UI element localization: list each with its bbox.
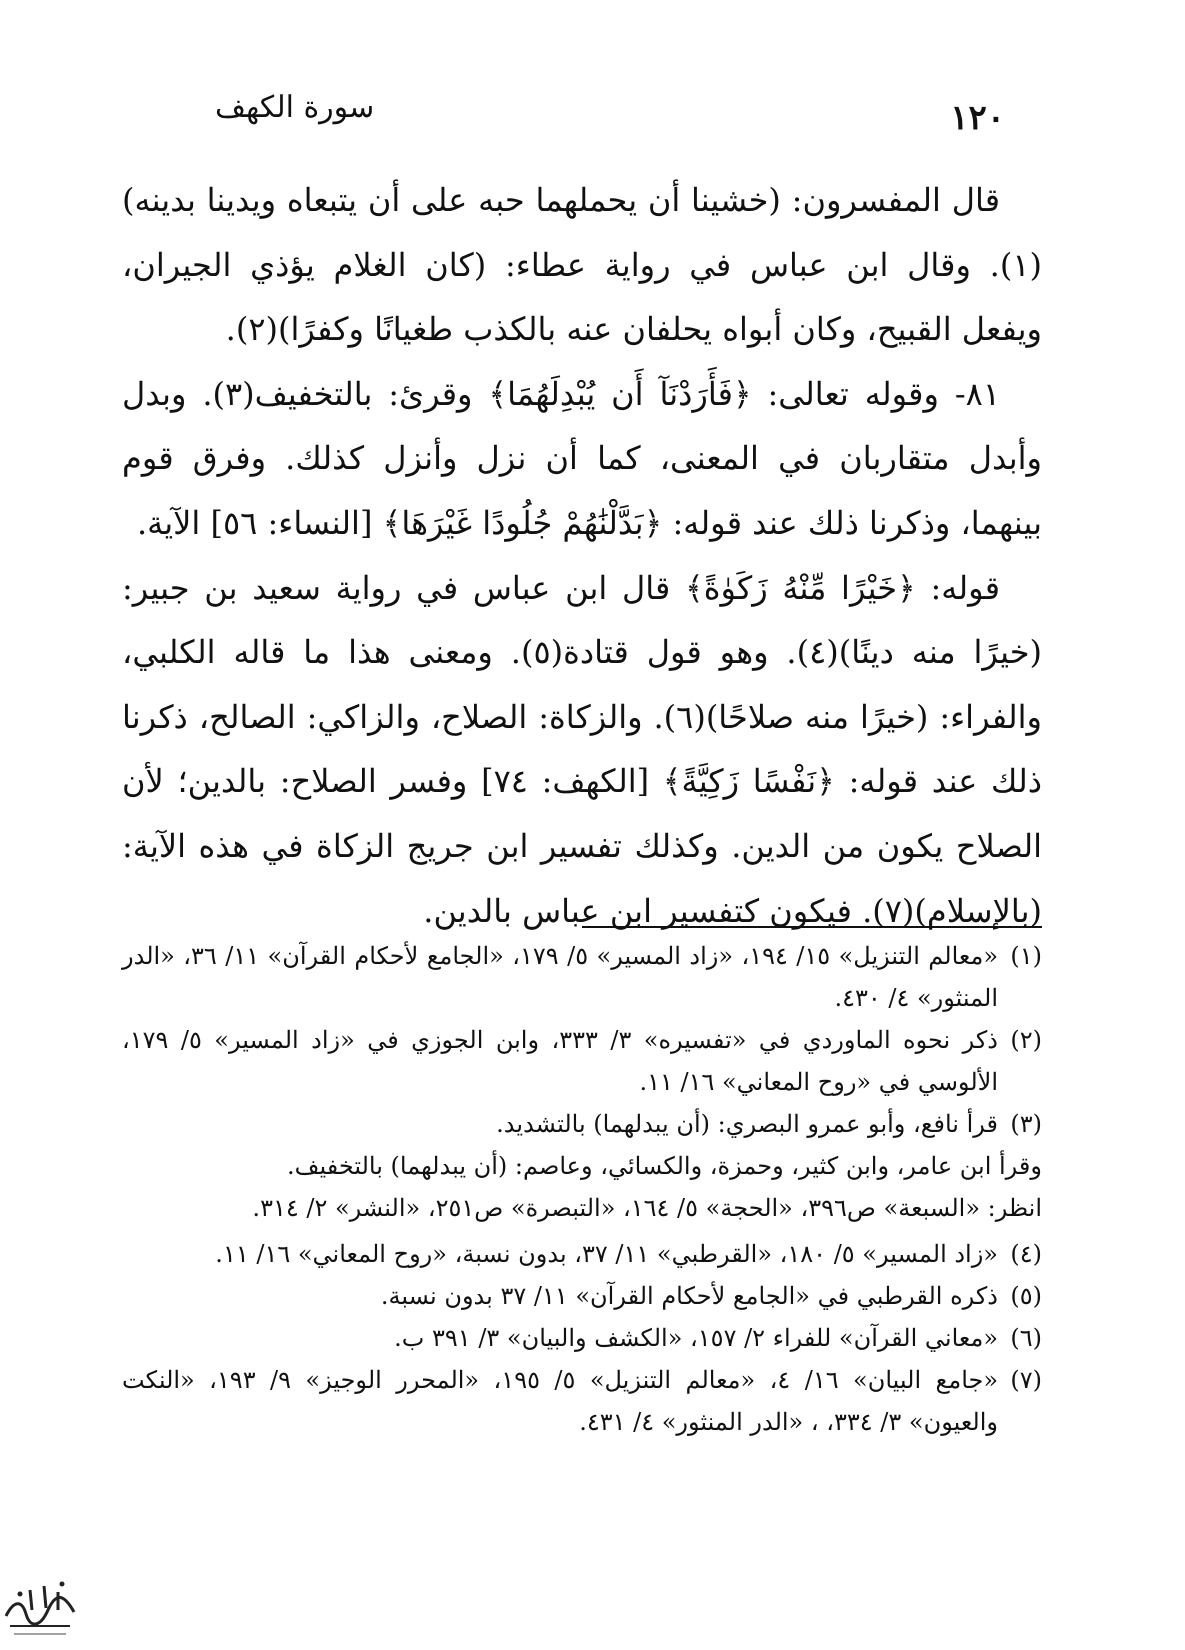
footnote [122, 1275, 1042, 1317]
footnote-text: وقرأ ابن عامر، وابن كثير، وحمزة، والكسائي، وعاصم: (أن يبدلهما) بالتخفيف. [287, 1152, 1042, 1180]
footnote-text: «جامع البيان» ١٦/ ٤، «معالم التنزيل» ٥/ ١٩٥، «المحرر الوجيز» ٩/ ١٩٣، «النكت والعيون» ٣/ ٣٣٤، ، «الدر المنثور» ٤/ ٤٣١. [122, 1366, 999, 1436]
footnote-text: «معالم التنزيل» ١٥/ ١٩٤، «زاد المسير» ٥/ ١٧٩، «الجامع لأحكام القرآن» ١١/ ٣٦، «الدر المنثور» ٤/ ٤٣٠. [122, 942, 999, 1012]
paragraph: قال المفسرون: (خشينا أن يحملهما حبه على أن يتبعاه ويدينا بدينه)(١). وقال ابن عباس في رواية عطاء: (كان الغلام يؤذي الجيران، ويفعل القبيح، وكان أبواه يحلفان عنه بالكذب طغيانًا وكفرًا)(٢). [122, 181, 1043, 349]
footnote [122, 1103, 1042, 1145]
footnote-text: «معاني القرآن» للفراء ٢/ ١٥٧، «الكشف والبيان» ٣/ ٣٩١ ب. [394, 1324, 998, 1352]
page-header [215, 78, 1005, 138]
publisher-logo [0, 1570, 80, 1642]
footnote-text: قرأ نافع، وأبو عمرو البصري: (أن يبدلهما) بالتشديد. [496, 1110, 998, 1138]
footnote-text: انظر: «السبعة» ص٣٩٦، «الحجة» ٥/ ١٦٤، «التبصرة» ص٢٥١، «النشر» ٢/ ٣١٤. [252, 1194, 1042, 1222]
footnote-number: (٤) [1010, 1240, 1042, 1268]
footnote-number: (٢) [1010, 1026, 1042, 1054]
footnote-number: (٥) [1010, 1282, 1042, 1310]
footnote [122, 1317, 1042, 1359]
footnotes [122, 935, 1042, 1443]
footnote-number: (٦) [1010, 1324, 1042, 1352]
page-number: ١٢٠ [950, 98, 1005, 138]
footnote [122, 935, 1042, 1019]
footnote [122, 1359, 1042, 1443]
surah-title: سورة الكهف [215, 90, 375, 125]
footnote [122, 1233, 1042, 1275]
footnote-number: (٣) [1010, 1110, 1042, 1138]
footnote-text: ذكره القرطبي في «الجامع لأحكام القرآن» ١١/ ٣٧ بدون نسبة. [380, 1282, 998, 1310]
footnote-number: (٧) [1010, 1366, 1042, 1394]
footnote-number: (١) [1010, 942, 1042, 970]
paragraph: ٨١- وقوله تعالى: ﴿فَأَرَدْنَآ أَن يُبْدِلَهُمَا﴾ وقرئ: بالتخفيف(٣). وبدل وأبدل متقاربان في المعنى، كما أن نزل وأنزل كذلك. وفرق قوم بينهما، وذكرنا ذلك عند قوله: ﴿بَدَّلْنَٰهُمْ جُلُودًا غَيْرَهَا﴾ [النساء: ٥٦] الآية. [122, 374, 1042, 542]
paragraph: قوله: ﴿خَيْرًا مِّنْهُ زَكَوٰةً﴾ قال ابن عباس في رواية سعيد بن جبير: (خيرًا منه دينًا)(٤). وهو قول قتادة(٥). ومعنى هذا ما قاله الكلبي، والفراء: (خيرًا منه صلاحًا)(٦). والزكاة: الصلاح، والزاكي: الصالح، ذكرنا ذلك عند قوله: ﴿نَفْسًا زَكِيَّةً﴾ [الكهف: ٧٤] وفسر الصلاح: بالدين؛ لأن الصلاح يكون من الدين. وكذلك تفسير ابن جريج الزكاة في هذه الآية: (بالإسلام)(٧). فيكون كتفسير ابن عباس بالدين. [122, 568, 1043, 930]
footnote [122, 1019, 1042, 1103]
footnote-text: «زاد المسير» ٥/ ١٨٠، «القرطبي» ١١/ ٣٧، بدون نسبة، «روح المعاني» ١٦/ ١١. [215, 1240, 998, 1268]
footnote-separator [582, 926, 1042, 928]
footnote-text: ذكر نحوه الماوردي في «تفسيره» ٣/ ٣٣٣، وابن الجوزي في «زاد المسير» ٥/ ١٧٩، الألوسي في «روح المعاني» ١٦/ ١١. [122, 1026, 998, 1096]
main-text [122, 168, 1042, 943]
